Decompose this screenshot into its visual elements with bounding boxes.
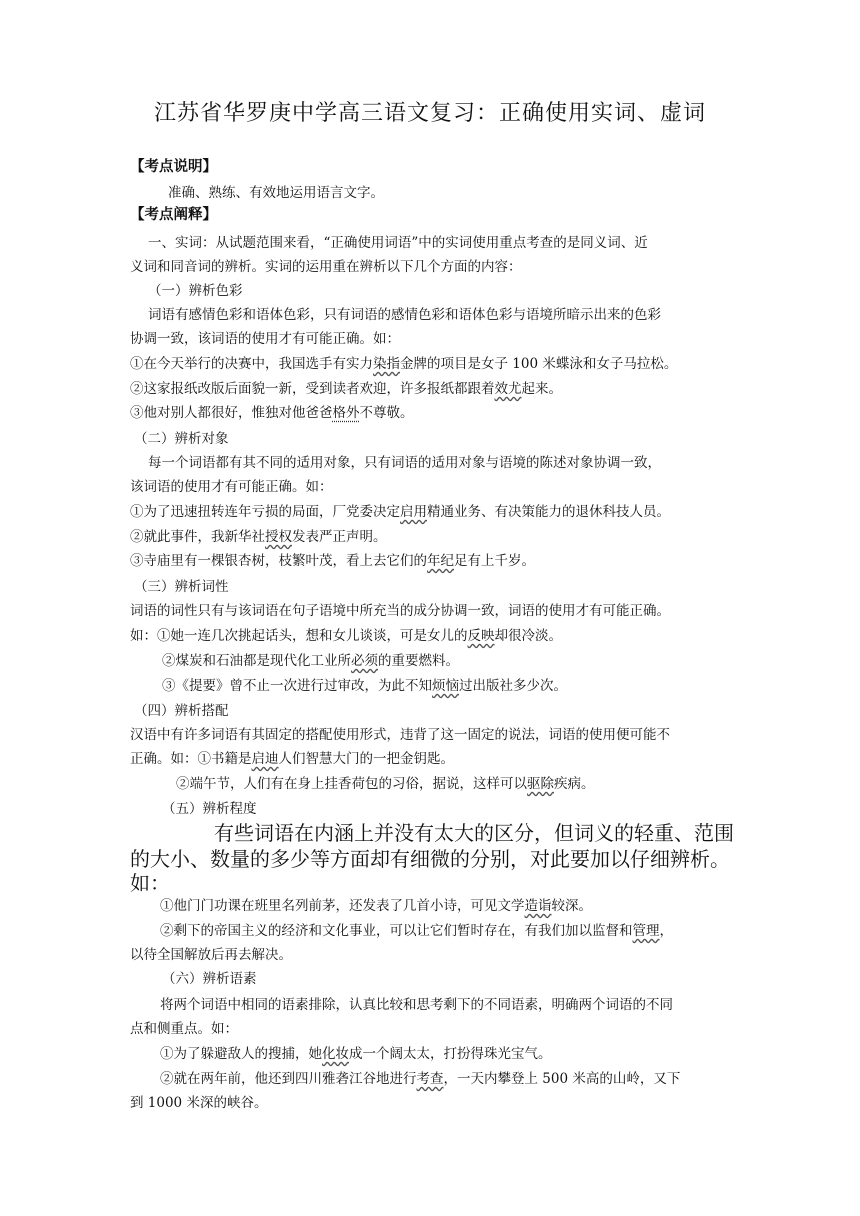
example-line: ①为了迅速扭转连年亏损的局面，厂党委决定启用精通业务、有决策能力的退休科技人员。 <box>130 504 670 520</box>
marked-word: 格外 <box>332 405 360 421</box>
example-line: ②就此事件，我新华社授权发表严正声明。 <box>130 529 387 545</box>
marked-word: 启迪 <box>251 751 279 767</box>
paragraph: 如： <box>130 871 170 895</box>
paragraph: 点和侧重点。如： <box>130 1021 238 1037</box>
paragraph: 到 1000 米深的峡谷。 <box>130 1095 268 1111</box>
example-line: ③他对别人都很好，惟独对他爸爸格外不尊敬。 <box>130 405 414 421</box>
example-line: ①为了躲避敌人的搜捕，她化妆成一个阔太太，打扮得珠光宝气。 <box>160 1046 552 1062</box>
example-line: ①他门门功课在班里名列前茅，还发表了几首小诗，可见文学造诣较深。 <box>160 898 592 914</box>
marked-word: 必须 <box>351 653 378 669</box>
section-title: （一）辨析色彩 <box>148 283 243 299</box>
example-line: ②就在两年前，他还到四川雅砻江谷地进行考查，一天内攀登上 500 米高的山岭，又下 <box>160 1071 681 1087</box>
paragraph: 该词语的使用才有可能正确。如： <box>130 479 333 495</box>
section-title: （二）辨析对象 <box>134 431 229 447</box>
section-title: （六）辨析语素 <box>162 971 257 987</box>
example-line: 正确。如：①书籍是启迪人们智慧大门的一把金钥匙。 <box>130 751 454 767</box>
paragraph: 将两个词语中相同的语素排除，认真比较和思考剩下的不同语素，明确两个词语的不同 <box>160 997 673 1013</box>
paragraph: 词语有感情色彩和语体色彩，只有词语的感情色彩和语体色彩与语境所暗示出来的色彩 <box>148 307 661 323</box>
marked-word: 授权 <box>265 529 292 545</box>
page-title: 江苏省华罗庚中学高三语文复习：正确使用实词、虚词 <box>153 101 706 126</box>
paragraph: 词语的词性只有与该词语在句子语境中所充当的成分协调一致，词语的使用才有可能正确。 <box>130 603 670 619</box>
paragraph: 以待全国解放后再去解决。 <box>130 947 292 963</box>
paragraph: 的大小、数量的多少等方面却有细微的分别，对此要加以仔细辨析。 <box>130 847 730 871</box>
marked-word: 烦恼 <box>432 678 459 694</box>
section-title: （四）辨析搭配 <box>134 703 229 719</box>
paragraph: 准确、熟练、有效地运用语言文字。 <box>168 185 384 201</box>
paragraph: 汉语中有许多词语有其固定的搭配使用形式，违背了这一固定的说法，词语的使用便可能不 <box>130 727 670 743</box>
example-line: ②这家报纸改版后面貌一新，受到读者欢迎，许多报纸都跟着效尤起来。 <box>130 381 562 397</box>
example-line: ③寺庙里有一棵银杏树，枝繁叶茂，看上去它们的年纪足有上千岁。 <box>130 553 535 569</box>
marked-word: 效尤 <box>494 381 522 397</box>
marked-word: 启用 <box>400 504 427 520</box>
example-line: ②端午节，人们有在身上挂香荷包的习俗，据说，这样可以驱除疾病。 <box>176 776 595 792</box>
example-line: ①在今天举行的决赛中，我国选手有实力染指金牌的项目是女子 100 米蝶泳和女子马拉松。 <box>130 356 678 372</box>
paragraph: 有些词语在内涵上并没有太大的区分，但词义的轻重、范围 <box>214 821 734 845</box>
marked-word: 造诣 <box>524 898 552 914</box>
paragraph: 协调一致，该词语的使用才有可能正确。如： <box>130 331 400 347</box>
section-title: （三）辨析词性 <box>134 579 229 595</box>
marked-word: 驱除 <box>527 776 554 792</box>
section-title: （五）辨析程度 <box>162 801 257 817</box>
heading-kaodian-shuoming: 【考点说明】 <box>130 159 217 175</box>
marked-word: 反映 <box>467 628 495 644</box>
heading-kaodian-chanshi: 【考点阐释】 <box>130 207 217 223</box>
paragraph: 义词和同音词的辨析。实词的运用重在辨析以下几个方面的内容： <box>130 259 522 275</box>
marked-word: 管理 <box>632 923 660 939</box>
example-line: ②煤炭和石油都是现代化工业所必须的重要燃料。 <box>162 653 459 669</box>
marked-word: 年纪 <box>427 553 454 569</box>
marked-word: 化妆 <box>322 1046 349 1062</box>
example-line: 如：①她一连几次挑起话头，想和女儿谈谈，可是女儿的反映却很冷淡。 <box>130 628 562 644</box>
marked-word: 考查 <box>416 1071 444 1087</box>
marked-word: 染指 <box>373 356 400 372</box>
example-line: ③《提要》曾不止一次进行过审改，为此不知烦恼过出版社多少次。 <box>162 678 567 694</box>
example-line: ②剩下的帝国主义的经济和文化事业，可以让它们暂时存在，有我们加以监督和管理， <box>160 923 673 939</box>
paragraph: 每一个词语都有其不同的适用对象，只有词语的适用对象与语境的陈述对象协调一致， <box>148 455 661 471</box>
paragraph: 一、实词：从试题范围来看，“正确使用词语”中的实词使用重点考查的是同义词、近 <box>148 235 648 251</box>
